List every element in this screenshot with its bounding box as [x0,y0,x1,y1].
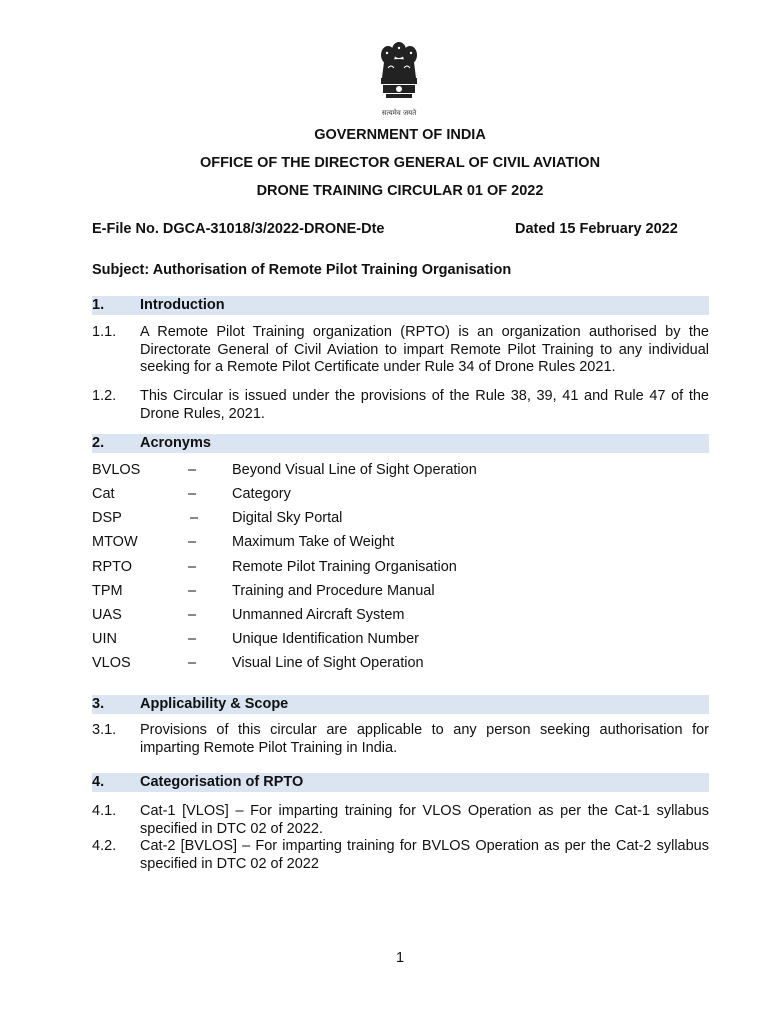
acronym-row [92,581,709,601]
date: Dated 15 February 2022 [515,221,678,237]
section-title: Categorisation of RPTO [140,774,304,790]
acronym-dash: – [188,583,197,599]
paragraph-3-1 [92,722,709,757]
national-emblem-icon [370,38,428,110]
acronym-dash: – [188,534,197,550]
acronym-expansion: Remote Pilot Training Organisation [232,559,457,575]
acronym-expansion: Maximum Take of Weight [232,534,395,550]
acronym-expansion: Digital Sky Portal [232,510,343,526]
national-emblem [370,38,428,120]
acronym-dash: – [188,631,197,647]
acronym-row [92,605,709,625]
acronym-abbr: DSP [92,510,122,526]
acronym-row [92,532,709,552]
acronym-expansion: Unmanned Aircraft System [232,607,405,623]
acronym-dash: – [188,486,197,502]
paragraph-4-1 [92,803,709,838]
section-heading-introduction [92,296,709,315]
paragraph-number: 3.1. [92,722,117,738]
paragraph-1-2 [92,388,709,423]
acronym-row [92,508,709,528]
acronym-abbr: RPTO [92,559,133,575]
paragraph-text: A Remote Pilot Training organization (RPTO) is an organization authorised by the Directorate General of Civil Aviation to impart Remote Pilot Training to any individual seeking for a Remote Pilot Certificate under Rule 34 of Drone Rules 2021. [140,324,709,375]
section-number: 3. [92,696,105,712]
section-heading-acronyms [92,434,709,453]
section-heading-categorisation [92,773,709,792]
paragraph-number: 4.2. [92,838,117,854]
paragraph-text: This Circular is issued under the provisions of the Rule 38, 39, 41 and Rule 47 of the Drone Rules, 2021. [140,388,709,422]
paragraph-4-2 [92,838,709,873]
emblem-motto: सत्यमेव जयते [381,109,417,117]
acronym-expansion: Unique Identification Number [232,631,419,647]
section-title: Introduction [140,297,225,313]
paragraph-1-1 [92,324,709,377]
acronym-dash: – [188,607,197,623]
acronym-row [92,460,709,480]
acronym-row [92,484,709,504]
header-government: GOVERNMENT OF INDIA [314,127,486,143]
header-office: OFFICE OF THE DIRECTOR GENERAL OF CIVIL AVIATION [199,155,601,171]
paragraph-text: Cat-2 [BVLOS] – For imparting training for BVLOS Operation as per the Cat-2 syllabus specified in DTC 02 of 2022 [140,838,709,872]
acronym-dash: – [188,655,197,671]
acronym-expansion: Training and Procedure Manual [232,583,435,599]
acronym-expansion: Beyond Visual Line of Sight Operation [232,462,477,478]
section-title: Acronyms [140,435,211,451]
paragraph-number: 1.1. [92,324,117,340]
acronym-expansion: Category [232,486,291,502]
acronym-row [92,653,709,673]
acronym-abbr: UAS [92,607,122,623]
section-number: 4. [92,774,105,790]
section-number: 2. [92,435,105,451]
paragraph-text: Provisions of this circular are applicable to any person seeking authorisation for imparting Remote Pilot Training in India. [140,722,709,756]
acronym-dash: – [188,559,197,575]
acronym-abbr: Cat [92,486,115,502]
header-circular-title: DRONE TRAINING CIRCULAR 01 OF 2022 [256,183,544,199]
section-heading-applicability [92,695,709,714]
acronym-abbr: TPM [92,583,123,599]
acronym-dash: – [188,462,197,478]
paragraph-text: Cat-1 [VLOS] – For imparting training for VLOS Operation as per the Cat-1 syllabus specified in DTC 02 of 2022. [140,803,709,837]
acronym-row [92,629,709,649]
paragraph-number: 1.2. [92,388,117,404]
acronym-abbr: BVLOS [92,462,141,478]
file-number: E-File No. DGCA-31018/3/2022-DRONE-Dte [92,221,385,237]
paragraph-number: 4.1. [92,803,117,819]
acronym-expansion: Visual Line of Sight Operation [232,655,424,671]
acronym-abbr: MTOW [92,534,138,550]
acronym-abbr: VLOS [92,655,131,671]
section-number: 1. [92,297,105,313]
acronym-row [92,557,709,577]
acronym-dash: – [190,510,199,526]
acronym-abbr: UIN [92,631,117,647]
subject-line: Subject: Authorisation of Remote Pilot Training Organisation [92,262,512,278]
section-title: Applicability & Scope [140,696,289,712]
page-number: 1 [395,950,405,966]
